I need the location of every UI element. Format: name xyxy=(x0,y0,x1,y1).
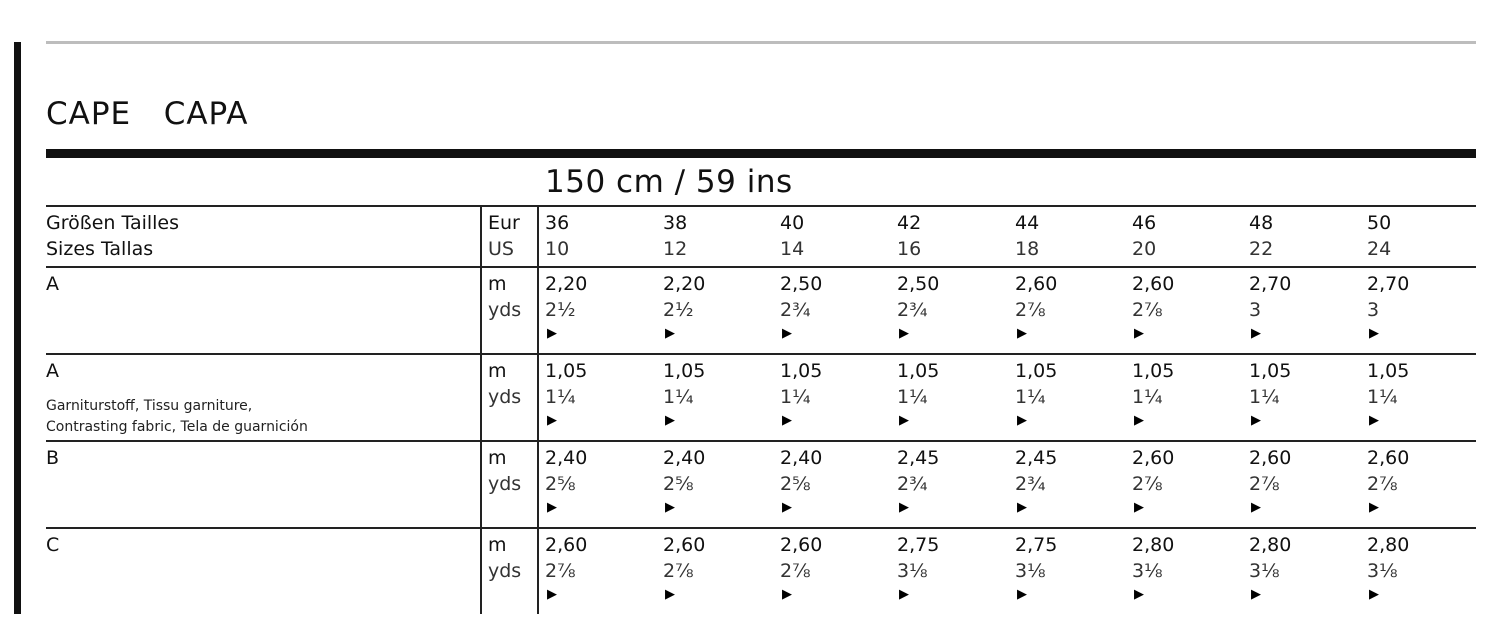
meters-value: 2,45 xyxy=(897,447,940,469)
yards-value: 2⅞ xyxy=(1015,299,1046,321)
unit-yds: yds xyxy=(488,299,522,321)
yards-value: 2⅝ xyxy=(545,473,576,495)
yards-value: 1¼ xyxy=(897,386,928,408)
play-arrow-icon: ▶ xyxy=(547,326,557,341)
size-label-line1: Größen Tailles xyxy=(46,212,180,234)
size-label-line2: Sizes Tallas xyxy=(46,238,154,260)
meters-value: 2,75 xyxy=(897,534,940,556)
title-rule xyxy=(46,149,1476,158)
play-arrow-icon: ▶ xyxy=(1251,500,1261,515)
yards-value: 2⅞ xyxy=(1367,473,1398,495)
size-eur: 46 xyxy=(1132,212,1157,234)
play-arrow-icon: ▶ xyxy=(665,587,675,602)
meters-value: 2,60 xyxy=(1132,273,1175,295)
meters-value: 2,60 xyxy=(1132,447,1175,469)
yards-value: 1¼ xyxy=(1367,386,1398,408)
unit-yds: yds xyxy=(488,386,522,408)
meters-value: 2,50 xyxy=(897,273,940,295)
yards-value: 1¼ xyxy=(1132,386,1163,408)
yards-value: 2¾ xyxy=(1015,473,1046,495)
unit-yds: yds xyxy=(488,560,522,582)
meters-value: 1,05 xyxy=(1132,360,1175,382)
yards-value: 1¼ xyxy=(545,386,576,408)
meters-value: 2,50 xyxy=(780,273,823,295)
meters-value: 2,60 xyxy=(1367,447,1410,469)
meters-value: 2,40 xyxy=(780,447,823,469)
row-sublabel: Garniturstoff, Tissu garniture, xyxy=(46,398,253,414)
play-arrow-icon: ▶ xyxy=(1017,587,1027,602)
play-arrow-icon: ▶ xyxy=(1134,500,1144,515)
meters-value: 2,80 xyxy=(1249,534,1292,556)
unit-us: US xyxy=(488,238,514,260)
size-us: 10 xyxy=(545,238,570,260)
play-arrow-icon: ▶ xyxy=(1017,326,1027,341)
yards-value: 2⅞ xyxy=(1132,299,1163,321)
size-us: 12 xyxy=(663,238,688,260)
meters-value: 2,60 xyxy=(663,534,706,556)
row-label: A xyxy=(46,273,59,295)
page-title: CAPE CAPA xyxy=(46,96,249,132)
meters-value: 2,60 xyxy=(780,534,823,556)
meters-value: 1,05 xyxy=(780,360,823,382)
meters-value: 1,05 xyxy=(1249,360,1292,382)
meters-value: 2,60 xyxy=(1015,273,1058,295)
play-arrow-icon: ▶ xyxy=(782,500,792,515)
meters-value: 2,40 xyxy=(545,447,588,469)
meters-value: 1,05 xyxy=(545,360,588,382)
yards-value: 2⅞ xyxy=(780,560,811,582)
meters-value: 2,70 xyxy=(1249,273,1292,295)
table-rule xyxy=(46,527,1476,529)
play-arrow-icon: ▶ xyxy=(782,413,792,428)
top-rule xyxy=(46,41,1476,44)
yards-value: 3⅛ xyxy=(897,560,928,582)
play-arrow-icon: ▶ xyxy=(547,500,557,515)
left-margin-bar xyxy=(14,42,21,614)
yards-value: 2⅝ xyxy=(663,473,694,495)
meters-value: 1,05 xyxy=(663,360,706,382)
play-arrow-icon: ▶ xyxy=(665,500,675,515)
meters-value: 2,40 xyxy=(663,447,706,469)
meters-value: 2,70 xyxy=(1367,273,1410,295)
play-arrow-icon: ▶ xyxy=(1369,587,1379,602)
play-arrow-icon: ▶ xyxy=(782,587,792,602)
table-rule xyxy=(46,266,1476,268)
meters-value: 2,80 xyxy=(1367,534,1410,556)
play-arrow-icon: ▶ xyxy=(1251,587,1261,602)
play-arrow-icon: ▶ xyxy=(547,587,557,602)
size-eur: 42 xyxy=(897,212,922,234)
play-arrow-icon: ▶ xyxy=(1251,326,1261,341)
unit-m: m xyxy=(488,360,507,382)
size-us: 24 xyxy=(1367,238,1392,260)
play-arrow-icon: ▶ xyxy=(665,413,675,428)
play-arrow-icon: ▶ xyxy=(1369,413,1379,428)
unit-eur: Eur xyxy=(488,212,520,234)
play-arrow-icon: ▶ xyxy=(899,587,909,602)
yards-value: 2⅞ xyxy=(663,560,694,582)
column-divider xyxy=(537,205,539,614)
meters-value: 1,05 xyxy=(1367,360,1410,382)
meters-value: 1,05 xyxy=(1015,360,1058,382)
play-arrow-icon: ▶ xyxy=(1134,326,1144,341)
yards-value: 1¼ xyxy=(663,386,694,408)
yards-value: 2¾ xyxy=(780,299,811,321)
yards-value: 3 xyxy=(1249,299,1262,321)
table-rule xyxy=(46,440,1476,442)
yards-value: 2¾ xyxy=(897,299,928,321)
size-eur: 48 xyxy=(1249,212,1274,234)
table-rule xyxy=(46,353,1476,355)
meters-value: 2,45 xyxy=(1015,447,1058,469)
meters-value: 2,80 xyxy=(1132,534,1175,556)
size-eur: 44 xyxy=(1015,212,1040,234)
unit-m: m xyxy=(488,273,507,295)
column-divider xyxy=(480,205,482,614)
yards-value: 2⅞ xyxy=(545,560,576,582)
yards-value: 3⅛ xyxy=(1015,560,1046,582)
row-sublabel: Contrasting fabric, Tela de guarnición xyxy=(46,419,308,435)
yards-value: 3⅛ xyxy=(1249,560,1280,582)
yards-value: 3 xyxy=(1367,299,1380,321)
yards-value: 1¼ xyxy=(1015,386,1046,408)
yards-value: 1¼ xyxy=(780,386,811,408)
play-arrow-icon: ▶ xyxy=(1251,413,1261,428)
size-us: 18 xyxy=(1015,238,1040,260)
unit-m: m xyxy=(488,534,507,556)
yards-value: 2½ xyxy=(663,299,694,321)
row-label: C xyxy=(46,534,60,556)
size-eur: 36 xyxy=(545,212,570,234)
size-eur: 50 xyxy=(1367,212,1392,234)
meters-value: 2,20 xyxy=(663,273,706,295)
yards-value: 2½ xyxy=(545,299,576,321)
yards-value: 2⅞ xyxy=(1249,473,1280,495)
size-us: 16 xyxy=(897,238,922,260)
size-us: 22 xyxy=(1249,238,1274,260)
play-arrow-icon: ▶ xyxy=(547,413,557,428)
yards-value: 1¼ xyxy=(1249,386,1280,408)
table-rule xyxy=(46,205,1476,207)
unit-yds: yds xyxy=(488,473,522,495)
play-arrow-icon: ▶ xyxy=(665,326,675,341)
size-eur: 40 xyxy=(780,212,805,234)
meters-value: 2,75 xyxy=(1015,534,1058,556)
play-arrow-icon: ▶ xyxy=(899,326,909,341)
yards-value: 2⅝ xyxy=(780,473,811,495)
play-arrow-icon: ▶ xyxy=(1017,500,1027,515)
meters-value: 2,60 xyxy=(1249,447,1292,469)
play-arrow-icon: ▶ xyxy=(1369,326,1379,341)
play-arrow-icon: ▶ xyxy=(782,326,792,341)
size-us: 14 xyxy=(780,238,805,260)
play-arrow-icon: ▶ xyxy=(899,413,909,428)
size-us: 20 xyxy=(1132,238,1157,260)
yards-value: 3⅛ xyxy=(1132,560,1163,582)
meters-value: 1,05 xyxy=(897,360,940,382)
play-arrow-icon: ▶ xyxy=(1017,413,1027,428)
yards-value: 3⅛ xyxy=(1367,560,1398,582)
play-arrow-icon: ▶ xyxy=(1134,413,1144,428)
play-arrow-icon: ▶ xyxy=(1369,500,1379,515)
size-eur: 38 xyxy=(663,212,688,234)
meters-value: 2,20 xyxy=(545,273,588,295)
row-label: A xyxy=(46,360,59,382)
play-arrow-icon: ▶ xyxy=(1134,587,1144,602)
meters-value: 2,60 xyxy=(545,534,588,556)
fabric-width-label: 150 cm / 59 ins xyxy=(545,164,793,200)
yards-value: 2¾ xyxy=(897,473,928,495)
yards-value: 2⅞ xyxy=(1132,473,1163,495)
unit-m: m xyxy=(488,447,507,469)
play-arrow-icon: ▶ xyxy=(899,500,909,515)
row-label: B xyxy=(46,447,60,469)
